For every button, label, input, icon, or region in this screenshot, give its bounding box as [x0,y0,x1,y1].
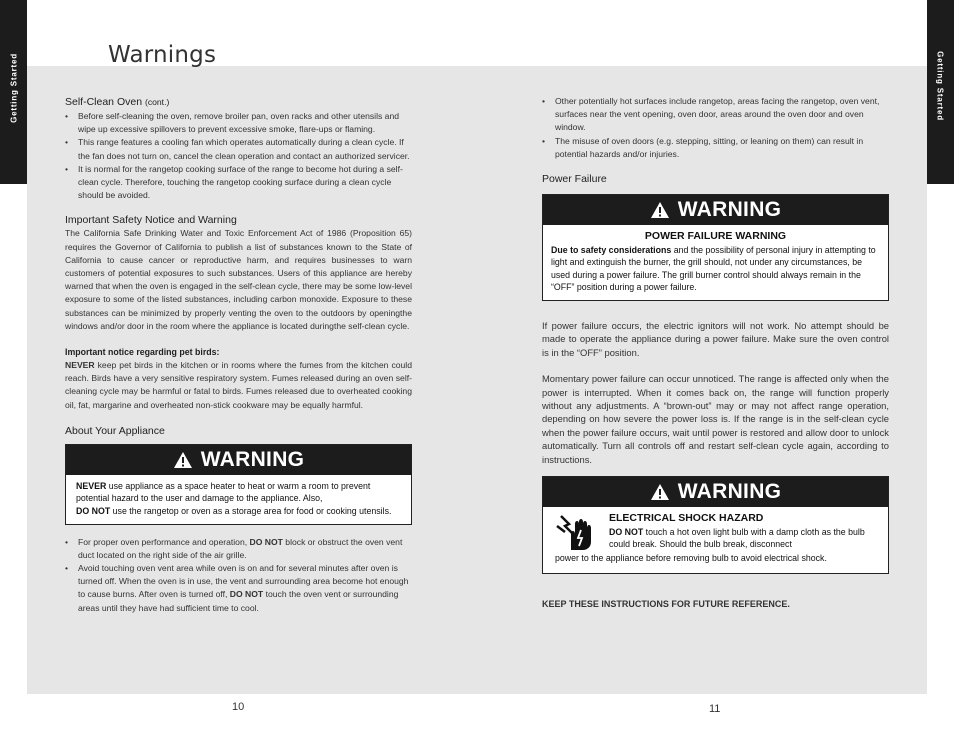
box-lead: DO NOT [609,526,644,537]
pet-lead: NEVER [65,360,95,371]
side-tab-left [0,0,27,184]
about-heading: About Your Appliance [65,424,165,437]
list-item: • It is normal for the rangetop cooking surface of the range to become hot during a self-clean cycle. Therefore, touching the rangetop cooking surface during a clean cycle should be avoided. [65,163,412,203]
safety-heading: Important Safety Notice and Warning [65,214,237,227]
side-tab-right [927,0,954,184]
list-item: • Other potentially hot surfaces include rangetop, areas facing the rangetop, oven vent, surfaces near the vent opening, oven door, areas around the oven door and oven window. [542,95,889,135]
page-number-right: 11 [709,703,721,715]
power-paragraph-2: Momentary power failure can occur unnoticed. The range is affected only when the power is interrupted. When it comes back on, the range will function properly without any adjustments. A “brown-out” may or may not affect range operation, depending on how severe the power loss is. If the range is in the self-clean cycle when the power failure occurs, wait until power is restored and allow door to unlock automatically. Turn all controls off and restart self-clean cycle again, according to instructions. [542,373,889,465]
warning-title: WARNING [677,480,782,504]
warning-header [543,195,888,225]
box-title: ELECTRICAL SHOCK HAZARD [609,512,764,525]
side-tab-label: Getting Started [9,53,19,123]
warning-text: use appliance as a space heater to heat or warm a room to prevent potential hazard to the user and damage to the appliance. Also, [76,480,371,504]
box-body: touch a hot oven light bulb with a damp cloth as the bulb could break. Should the bulb break, disconnect [609,526,865,550]
list-item [65,536,412,562]
warning-lead: DO NOT [76,506,111,517]
warning-triangle-icon [650,201,670,219]
shock-body-2: power to the appliance before removing bulb to avoid electrical shock. [555,553,827,564]
box-lead: Due to safety considerations [551,244,672,255]
item-text: For proper oven performance and operation, [78,536,250,547]
left-column [65,95,412,615]
hot-surface-list [542,95,889,161]
power-heading: Power Failure [542,173,607,186]
list-item: • Before self-cleaning the oven, remove broiler pan, oven racks and other utensils and wipe up excessive spillovers to prevent excessive smoke, flare-ups or flaming. [65,110,412,136]
warning-title: WARNING [677,198,782,222]
page-title: Warnings [108,42,217,68]
pet-body: keep pet birds in the kitchen or in rooms where the fumes from the kitchen could reach. Birds have a very sensitive respiratory system. Fumes released during an oven self-cleaning cycle may be harmful or fatal to birds. Fumes released due to overheated cooking oil, fat, margarine and overheated non-stick cookware may be equally harmful. [65,360,412,410]
about-warning-box [65,444,412,525]
warning-header [543,477,888,507]
warning-body [543,225,888,300]
heading-suffix: (cont.) [144,97,170,107]
pet-heading: Important notice regarding pet birds: [65,347,220,358]
warning-header [66,445,411,475]
list-item [65,562,412,615]
warning-line-2 [76,505,403,518]
vent-list [65,536,412,615]
right-column [542,95,889,611]
electric-shock-hand-icon [555,512,599,552]
box-text [551,244,880,294]
item-text: Avoid touching oven vent area while oven is on and for several minutes after oven is turned off. When the oven is in use, the vent and surrounding area become hot enough to cause burns. After oven is turned off, [78,563,409,600]
page-number-left: 10 [232,701,245,713]
heading-text: Self-Clean Oven [65,96,143,108]
item-text: touch the oven vent or surrounding areas until they have had sufficient time to cool. [78,589,399,613]
safety-text: The California Safe Drinking Water and Toxic Enforcement Act of 1986 (Proposition 65) requires the Governor of California to publish a list of substances known to the State of California to cause cancer or reproductive harm, and requires businesses to warn customers of potential exposures to such substances. Users of this appliance are hereby warned that when the oven is engaged in the self-clean cycle, there may be some low-level exposure to some of the listed substances, including carbon monoxide. Exposure to these substances can be minimized by properly venting the oven to the outdoors by openingthe windows and/or door in the room where the appliance is located duringthe self-clean cycle. [65,228,412,331]
self-clean-heading [65,95,412,109]
warning-line-1 [76,480,403,505]
warning-body [543,507,888,573]
item-text: block or obstruct the oven vent duct located on the right side of the air grille. [78,536,403,560]
shock-body [609,526,880,551]
warning-text: use the rangetop or oven as a storage area for food or cooking utensils. [110,506,392,517]
list-item: • The misuse of oven doors (e.g. stepping, sitting, or leaning on them) can result in potential hazards and/or injuries. [542,135,889,161]
self-clean-list [65,110,412,202]
warning-body [66,475,411,524]
pet-text [65,359,412,412]
shock-row [555,512,880,552]
box-body: and the possibility of personal injury in attempting to light and extinguish the burner, the grill should, not under any circumstances, be used during a power failure. The grill burner control should always remain in the “OFF” position during a power failure. [551,244,876,293]
item-emphasis: DO NOT [249,536,283,547]
warning-triangle-icon [650,483,670,501]
side-tab-label: Getting Started [935,51,945,121]
warning-triangle-icon [173,451,193,469]
shock-warning-box [542,476,889,574]
shock-text [609,512,880,552]
list-item: • This range features a cooling fan which operates automatically during a clean cycle. If the fan does not turn on, cancel the clean operation and contact an authorized servicer. [65,136,412,162]
power-paragraph-1: If power failure occurs, the electric ignitors will not work. No attempt should be made to operate the appliance during a power failure. Make sure the oven control is in the “OFF” position. [542,319,889,358]
power-warning-box [542,194,889,301]
keep-instructions: KEEP THESE INSTRUCTIONS FOR FUTURE REFERENCE. [542,598,790,609]
box-title: POWER FAILURE WARNING [644,230,787,243]
warning-title: WARNING [200,448,305,472]
item-emphasis: DO NOT [229,589,264,600]
warning-lead: NEVER [76,480,107,491]
